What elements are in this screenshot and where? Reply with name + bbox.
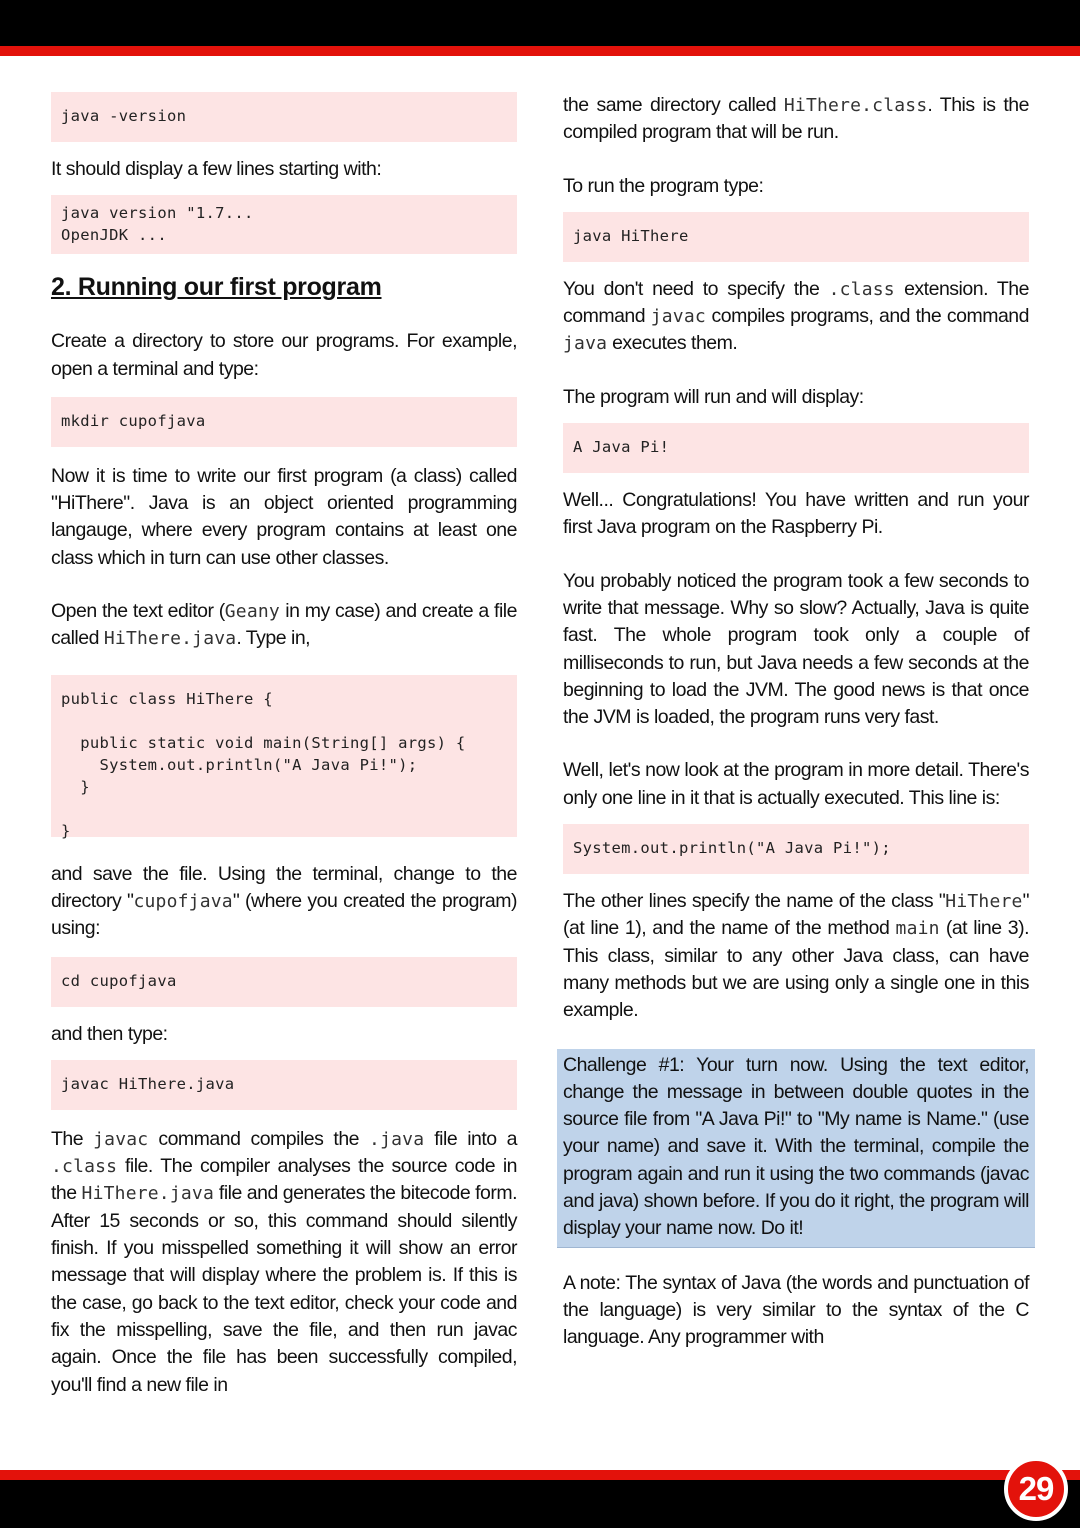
paragraph: A note: The syntax of Java (the words and punctuation of the language) is very similar to the syntax of the C language. Any programmer with: [563, 1271, 1029, 1349]
paragraph: To run the program type:: [563, 174, 764, 197]
paragraph: You don't need to specify the .class extension. The command javac compiles programs, and the command java executes them.: [563, 277, 1029, 355]
paragraph: The other lines specify the name of the class "HiThere" (at line 1), and the name of the method main (at line 3). This class, similar to any other Java class, can have many methods but we are using only a single one in this example.: [563, 890, 1029, 1022]
page-number-badge: 29: [1004, 1457, 1068, 1521]
code-block-java-version: java -version: [51, 92, 517, 142]
code-block-println: System.out.println("A Java Pi!");: [563, 824, 1029, 874]
bottom-red-stripe: [0, 1470, 1080, 1480]
bottom-black-bar: [0, 1480, 1080, 1528]
challenge-text: Challenge #1: Your turn now. Using the text editor, change the message in between double quotes in the source file from "A Java Pi!" to "My name is Name." (use your name) and save it. With the terminal, compile the program again and run it using the two commands (javac and java) shown before. If you do it right, the program will display your name now. Do it!: [563, 1053, 1029, 1240]
paragraph: the same directory called HiThere.class. This is the compiled program that will be run.: [563, 94, 1029, 144]
code-block-java-output: java version "1.7... OpenJDK ...: [51, 195, 517, 254]
section-heading: 2. Running our first program: [51, 273, 382, 302]
paragraph: Well... Congratulations! You have written and run your first Java program on the Raspberry Pi.: [563, 489, 1029, 539]
top-red-stripe: [0, 46, 1080, 56]
code-block-program: public class HiThere { public static void main(String[] args) { System.out.println("A Java Pi!"); } }: [51, 675, 517, 837]
paragraph: Now it is time to write our first program (a class) called "HiThere". Java is an object oriented programming langauge, where every program contains at least one class which in turn can use other classes.: [51, 464, 517, 569]
paragraph: and then type:: [51, 1022, 168, 1045]
paragraph: Open the text editor (Geany in my case) and create a file called HiThere.java. Type in,: [51, 600, 517, 650]
top-black-bar: [0, 0, 1080, 46]
paragraph: You probably noticed the program took a few seconds to write that message. Why so slow? Actually, Java is quite fast. The whole program took only a couple of milliseconds to run, but Java needs a few seconds at the beginning to load the JVM. The good news is that once the JVM is loaded, the program runs very fast.: [563, 569, 1029, 729]
paragraph: and save the file. Using the terminal, change to the directory "cupofjava" (where you created the program) using:: [51, 862, 517, 940]
code-block-run: java HiThere: [563, 212, 1029, 262]
paragraph: The program will run and will display:: [563, 385, 864, 408]
code-block-cd: cd cupofjava: [51, 957, 517, 1007]
paragraph: The javac command compiles the .java file into a .class file. The compiler analyses the source code in the HiThere.java file and generates the bitecode form. After 15 seconds or so, this command should silently finish. If you misspelled something it will show an error message that will display where the problem is. If this is the case, go back to the text editor, check your code and fix the misspelling, save the file, and then run javac again. Once the file has been successfully compiled, you'll find a new file in: [51, 1127, 518, 1396]
paragraph: Create a directory to store our programs. For example, open a terminal and type:: [51, 330, 517, 380]
paragraph: It should display a few lines starting with:: [51, 158, 382, 180]
code-block-mkdir: mkdir cupofjava: [51, 397, 517, 447]
challenge-box: [557, 1049, 1035, 1248]
left-column: [51, 92, 517, 1399]
code-block-display: A Java Pi!: [563, 423, 1029, 473]
code-block-javac: javac HiThere.java: [51, 1060, 517, 1110]
paragraph: Well, let's now look at the program in more detail. There's only one line in it that is actually executed. This line is:: [563, 759, 1029, 809]
right-column: [563, 92, 1029, 1352]
